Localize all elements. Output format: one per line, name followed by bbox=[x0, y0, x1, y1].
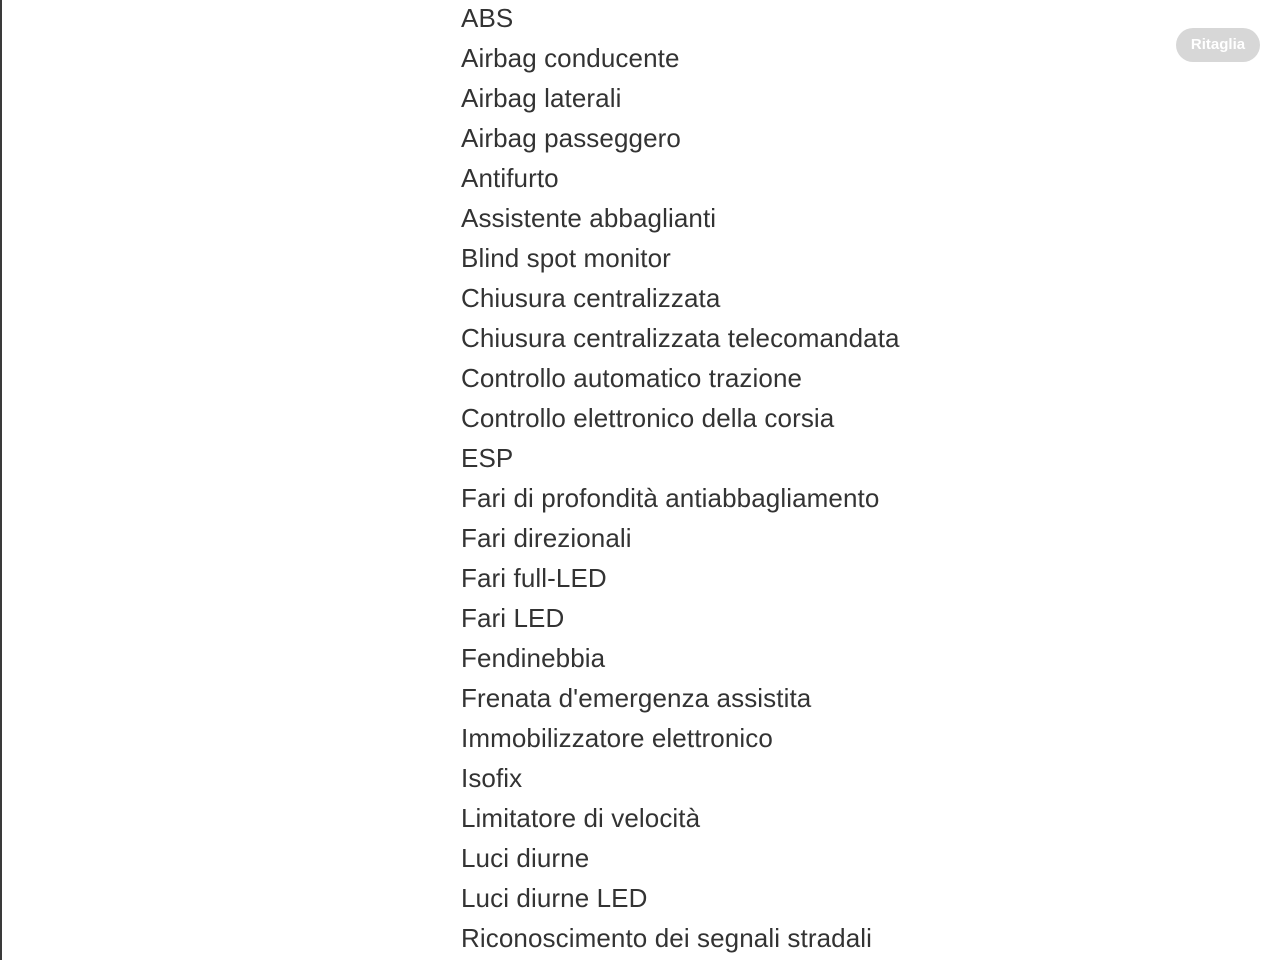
list-item: Blind spot monitor bbox=[461, 243, 671, 273]
list-item: Limitatore di velocità bbox=[461, 803, 701, 833]
list-item: ESP bbox=[461, 443, 514, 473]
list-item: Luci diurne bbox=[461, 843, 590, 873]
list-item: Fari full-LED bbox=[461, 563, 607, 593]
list-item: Chiusura centralizzata bbox=[461, 283, 721, 313]
crop-button[interactable]: Ritaglia bbox=[1176, 28, 1260, 62]
list-item: Fari LED bbox=[461, 603, 565, 633]
list-item: Isofix bbox=[461, 763, 523, 793]
list-item: Luci diurne LED bbox=[461, 883, 648, 913]
list-item: Airbag passeggero bbox=[461, 123, 681, 153]
list-item: Immobilizzatore elettronico bbox=[461, 723, 773, 753]
list-item: Airbag conducente bbox=[461, 43, 680, 73]
feature-list bbox=[461, 0, 900, 958]
list-item: Chiusura centralizzata telecomandata bbox=[461, 323, 900, 353]
list-item: Fari direzionali bbox=[461, 523, 632, 553]
list-item: ABS bbox=[461, 3, 514, 33]
list-item: Fendinebbia bbox=[461, 643, 606, 673]
list-item: Airbag laterali bbox=[461, 83, 622, 113]
list-item: Controllo elettronico della corsia bbox=[461, 403, 835, 433]
list-item: Controllo automatico trazione bbox=[461, 363, 803, 393]
list-item: Fari di profondità antiabbagliamento bbox=[461, 483, 880, 513]
window-edge bbox=[0, 0, 2, 960]
list-item: Antifurto bbox=[461, 163, 559, 193]
list-item: Riconoscimento dei segnali stradali bbox=[461, 923, 873, 953]
list-item: Frenata d'emergenza assistita bbox=[461, 683, 812, 713]
list-item: Assistente abbaglianti bbox=[461, 203, 717, 233]
